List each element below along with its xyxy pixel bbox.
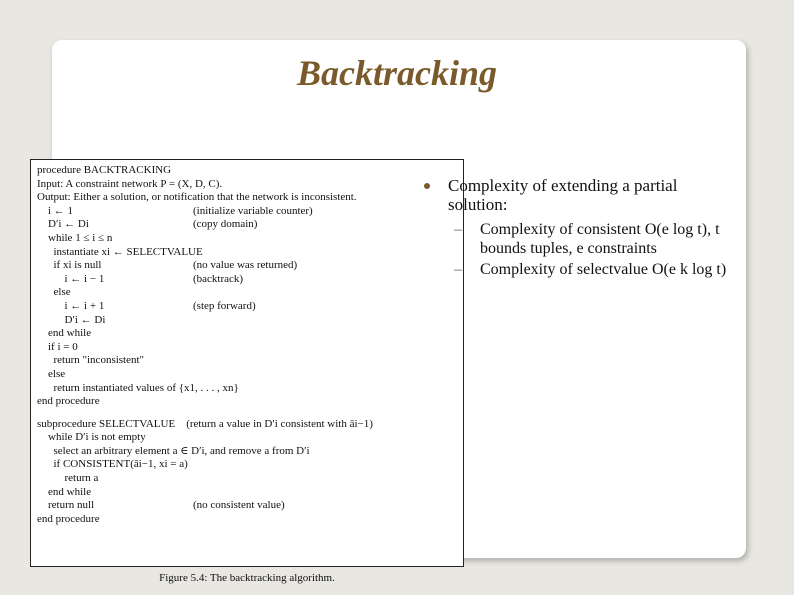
- algorithm-line: [37, 395, 457, 409]
- bullet-main: [420, 176, 730, 214]
- bullet-list: [420, 176, 730, 279]
- algorithm-code: while D′i is not empty: [37, 431, 146, 444]
- algorithm-comment: (no value was returned): [193, 259, 298, 272]
- algorithm-main: [37, 164, 457, 409]
- algorithm-line: [37, 431, 457, 445]
- slide-title: Backtracking: [296, 53, 497, 93]
- algorithm-code: end while: [37, 485, 92, 498]
- algorithm-line: [37, 445, 457, 459]
- algorithm-code: else: [37, 367, 66, 380]
- algorithm-line: [37, 354, 457, 368]
- algorithm-line: [37, 164, 457, 178]
- algorithm-code: while 1 ≤ i ≤ n: [37, 231, 113, 244]
- sub-bullet: [420, 260, 730, 279]
- sub-bullet: [420, 220, 730, 258]
- algorithm-comment: (backtrack): [193, 272, 244, 285]
- algorithm-subprocedure: [37, 418, 457, 527]
- algorithm-code: else: [37, 286, 71, 299]
- bullet-main-text: Complexity of extending a partial solution:: [448, 176, 678, 214]
- algorithm-code: end procedure: [37, 395, 100, 408]
- bullet-dot-icon: [424, 183, 430, 189]
- algorithm-line: [37, 418, 457, 432]
- algorithm-code: if CONSISTENT(āi−1, xi = a): [37, 458, 188, 471]
- algorithm-comment: (no consistent value): [193, 499, 285, 512]
- algorithm-code: i ← i − 1: [37, 272, 105, 285]
- algorithm-code: D′i ← Di: [37, 313, 106, 326]
- algorithm-line: [37, 486, 457, 500]
- algorithm-line: [37, 286, 457, 300]
- algorithm-line: [37, 368, 457, 382]
- algorithm-line: [37, 232, 457, 246]
- algorithm-line: [37, 205, 457, 219]
- algorithm-code: if xi is null: [37, 259, 102, 272]
- algorithm-code: i ← 1: [37, 204, 74, 217]
- algorithm-code: subprocedure SELECTVALUE (return a value in D′i consistent with āi−1): [37, 417, 373, 430]
- algorithm-code: return a: [37, 472, 99, 485]
- algorithm-code: Output: Either a solution, or notification that the network is inconsistent.: [37, 191, 357, 204]
- algorithm-figure: [30, 159, 464, 567]
- algorithm-line: [37, 499, 457, 513]
- algorithm-line: [37, 341, 457, 355]
- dash-icon: –: [454, 261, 462, 278]
- algorithm-line: [37, 246, 457, 260]
- algorithm-comment: (step forward): [193, 299, 256, 312]
- sub-bullet-text: Complexity of consistent O(e log t), t bounds tuples, e constraints: [480, 221, 720, 257]
- algorithm-line: [37, 513, 457, 527]
- algorithm-comment: (initialize variable counter): [193, 204, 313, 217]
- algorithm-code: D′i ← Di: [37, 218, 89, 231]
- algorithm-line: [37, 458, 457, 472]
- algorithm-line: [37, 327, 457, 341]
- figure-caption: Figure 5.4: The backtracking algorithm.: [159, 572, 335, 584]
- algorithm-line: [37, 191, 457, 205]
- algorithm-comment: (copy domain): [193, 218, 258, 231]
- algorithm-line: [37, 178, 457, 192]
- algorithm-code: end while: [37, 327, 92, 340]
- algorithm-code: select an arbitrary element a ∈ D′i, and remove a from D′i: [37, 444, 310, 457]
- algorithm-code: instantiate xi ← SELECTVALUE: [37, 245, 203, 258]
- algorithm-line: [37, 273, 457, 287]
- algorithm-code: return "inconsistent": [37, 354, 145, 367]
- dash-icon: –: [454, 221, 462, 238]
- algorithm-line: [37, 259, 457, 273]
- algorithm-line: [37, 382, 457, 396]
- algorithm-line: [37, 218, 457, 232]
- algorithm-code: return instantiated values of {x1, . . . , xn}: [37, 381, 239, 394]
- algorithm-code: i ← i + 1: [37, 299, 105, 312]
- algorithm-line: [37, 472, 457, 486]
- algorithm-code: if i = 0: [37, 340, 78, 353]
- algorithm-code: return null: [37, 499, 95, 512]
- algorithm-code: Input: A constraint network P = (X, D, C).: [37, 177, 223, 190]
- algorithm-line: [37, 300, 457, 314]
- algorithm-code: end procedure: [37, 512, 100, 525]
- algorithm-line: [37, 314, 457, 328]
- algorithm-code: procedure BACKTRACKING: [37, 164, 172, 176]
- sub-bullet-text: Complexity of selectvalue O(e k log t): [480, 261, 727, 278]
